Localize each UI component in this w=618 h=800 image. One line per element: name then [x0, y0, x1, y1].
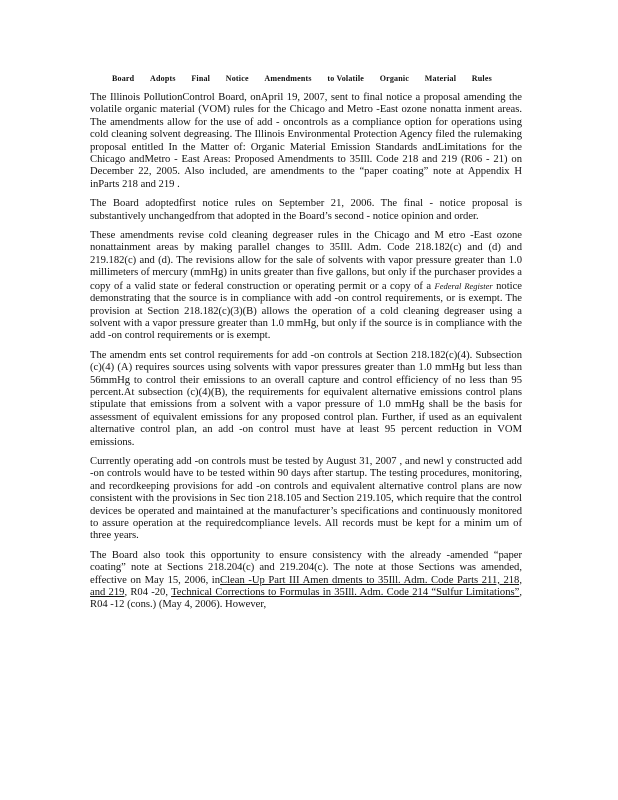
title-word: Rules: [471, 74, 492, 83]
document-body: [90, 92, 522, 612]
title-word: Organic: [379, 74, 410, 83]
paragraph-6: [90, 550, 522, 612]
paragraph-3: [90, 230, 522, 343]
paragraph-6-text-a: The Board also took this opportunity to ensure consistency with the already -amended “paper coating” note at Sections 218.204(c) and 219.204(c). The note at those Sections was amended, effective on May 15, 2006, in: [90, 549, 522, 586]
case-citation-technical-corrections: Technical Corrections to Formulas in 35Ill. Adm. Code 214 “Sulfur Limitations”: [171, 587, 520, 599]
title-word: Adopts: [150, 74, 176, 83]
title-word: Amendments: [264, 74, 312, 83]
document-title: [112, 74, 492, 83]
title-word: to Volatile: [327, 74, 365, 83]
title-word: Board: [112, 74, 135, 83]
title-word: Material: [424, 74, 457, 83]
paragraph-1: The Illinois PollutionControl Board, onApril 19, 2007, sent to final notice a proposal amending the volatile organic material (VOM) rules for the Chicago and Metro -East ozone nonatta inment areas. The amendments allow for the use of add - oncontrols as a compliance option for operations using cold cleaning solvent degreasing. The Illinois Environmental Protection Agency filed the rulemaking proposal entitled In the Matter of: Organic Material Emission Standards andLimitations for the Chicago andMetro - East Areas: Proposed Amendments to 35Ill. Code 218 and 219 (R06 - 21) on December 22, 2005. Also included, are amendments to the “paper coating” note at Appendix H inParts 218 and 219 .: [90, 92, 522, 190]
paragraph-4: The amendm ents set control requirements for add -on controls at Section 218.182(c)(4). Subsection (c)(4) (A) requires sources using solvents with vapor pressures greater than 1.0 mmHg but less than 56mmHg to control their emissions to an overall capture and control efficiency of no less than 95 percent.At subsection (c)(4)(B), the requirements for equivalent alternative emissions control plans stipulate that emissions from a solvent with a vapor pressure of 1.0 mmHg shall be the basis for assessment of equivalent emissions for any proposed control plan. Further, if used as an equivalent alternative control plan, an add -on control must have at least 95 percent reduction in VOM emissions.: [90, 349, 522, 448]
paragraph-6-text-c: , R04 -12 (cons.) (May 4, 2006). However,: [90, 587, 523, 611]
title-word: Final: [191, 74, 211, 83]
case-citation-clean-up: Clean -Up Part III Amen dments to 35Ill. Adm. Code Parts 211, 218, and 219: [90, 574, 523, 599]
title-word: Notice: [225, 74, 249, 83]
paragraph-3-text-a: These amendments revise cold cleaning degreaser rules in the Chicago and M etro -East ozone nonattainment areas by making parallel changes to 35Ill. Adm. Code 218.182(c) and (d) and 219.182(c) and (d). The revisions allow for the sale of solvents with vapor pressure greater than 1.0 millimeters of mercury (mmHg) in units greater than five gallons, but only if the purchaser provides a copy of a valid state or federal construction or operating permit or a copy of a: [90, 230, 522, 292]
federal-register-italic: Federal Register: [434, 280, 493, 291]
paragraph-6-text-b: , R04 -20,: [124, 587, 169, 599]
paragraph-2: The Board adoptedfirst notice rules on September 21, 2006. The final - notice proposal is substantively unchangedfrom that adopted in the Board’s second - notice opinion and order.: [90, 198, 522, 222]
paragraph-3-text-b: notice demonstrating that the source is in compliance with add -on control requirements, or is exempt. The provision at Section 218.182(c)(3)(B) allows the operation of a cold cleaning degreaser using a solvent with a vapor pressure greater than 1.0 mmHg, but only if the source is in compliance with the add -on control requirements or is exempt.: [90, 280, 523, 342]
paragraph-5: Currently operating add -on controls must be tested by August 31, 2007 , and newl y constructed add -on controls would have to be tested within 90 days after startup. The testing procedures, monitoring, and recordkeeping provisions for add -on controls and equivalent alternative control plans are now consistent with the provisions in Sec tion 218.105 and Section 219.105, which require that the control devices be operated and maintained at the manufacturer’s specifications and continuously monitored to assure operation at the requiredcompliance levels. All records must be kept for a minim um of three years.: [90, 455, 522, 542]
